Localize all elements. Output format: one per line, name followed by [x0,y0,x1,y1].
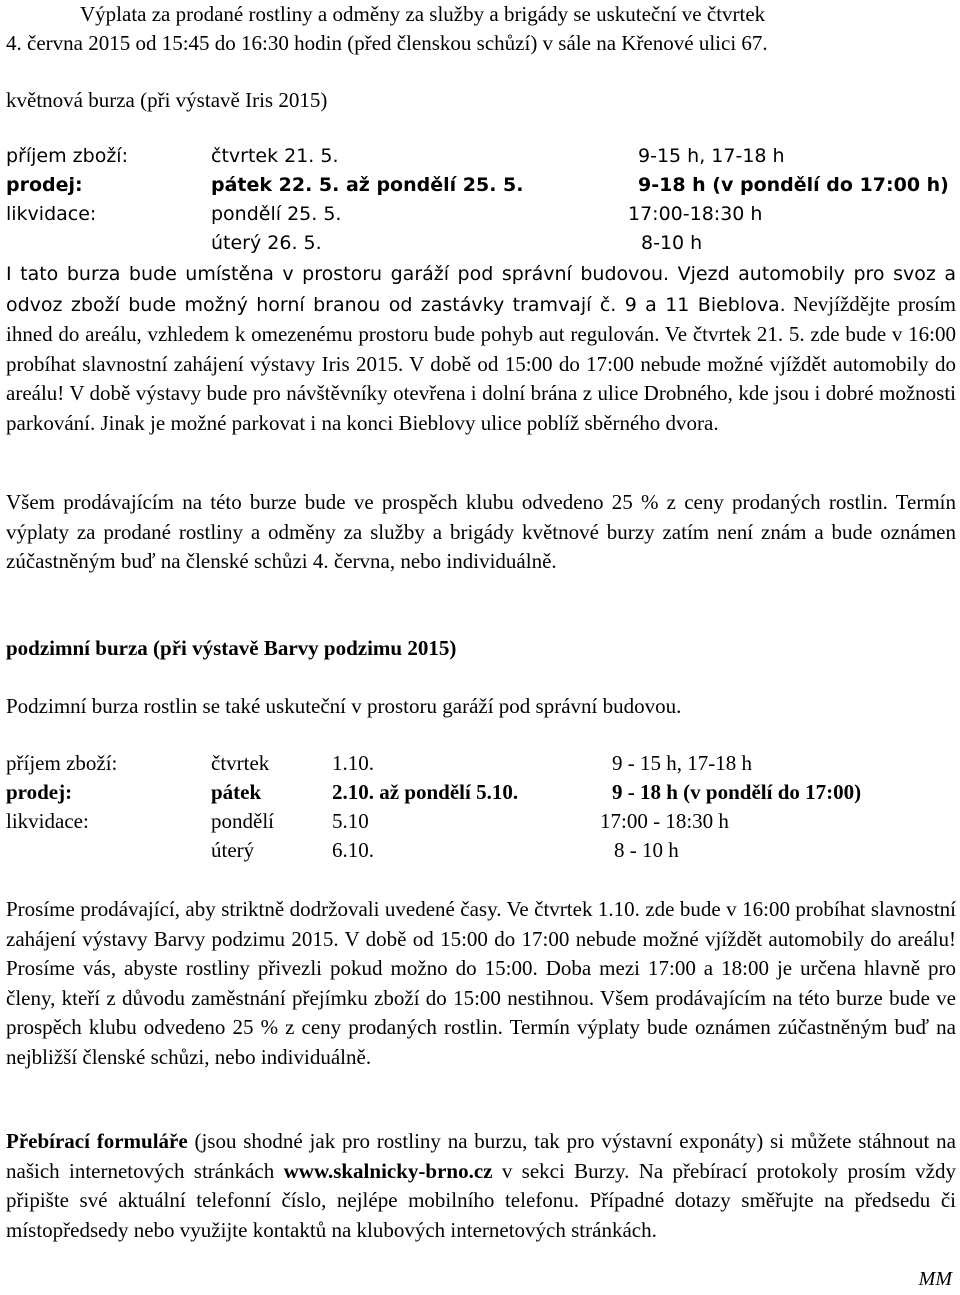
schedule-label: likvidace: [6,809,89,833]
may-fair-schedule [6,145,956,257]
schedule-day: čtvrtek 21. 5. [211,145,339,167]
schedule-day: úterý 26. 5. [211,232,322,254]
schedule-time: 9 - 18 h (v pondělí do 17:00) [612,780,862,804]
schedule-label: prodej: [6,780,73,804]
autumn-fair-intro: Podzimní burza rostlin se také uskuteční v prostoru garáží pod správní budovou. [6,694,682,718]
schedule-label: příjem zboží: [6,751,118,775]
intro-line-2: 4. června 2015 od 15:45 do 16:30 hodin (před členskou schůzí) v sále na Křenové ulici 67. [6,31,768,55]
schedule-time: 9-15 h, 17-18 h [638,145,785,167]
schedule-time: 8 - 10 h [614,838,679,862]
autumn-fair-paragraph: Prosíme prodávající, aby striktně dodržovali uvedené časy. Ve čtvrtek 1.10. zde bude v 16:00 probíhat slavnostní zahájení výstavy Barvy podzimu 2015. V době od 15:00 do 17:00 nebude možné vjíždět automobily do areálu! Prosíme vás, abyste rostliny přivezli pokud možno do 15:00. Doba mezi 17:00 a 18:00 je určena hlavně pro členy, kteří z důvodu zaměstnání přejímku zboží do 15:00 nestihnou. Všem prodávajícím na této burze bude ve prospěch klubu odvedeno 25 % z ceny prodaných rostlin. Termín výplaty bude oznámen zúčastněným buď na nejbližší členské schůzi, nebo individuálně. [6,897,956,1069]
signature: MM [918,1268,952,1290]
schedule-day: čtvrtek [211,751,270,775]
schedule-label: prodej: [6,174,83,196]
forms-lead: Přebírací formuláře [6,1129,188,1153]
schedule-date: 2.10. až pondělí 5.10. [332,780,519,804]
schedule-time: 8-10 h [641,232,703,254]
autumn-fair-schedule [6,751,956,863]
forms-paragraph [6,1127,956,1245]
website-link[interactable]: www.skalnicky-brno.cz [283,1158,493,1183]
may-fair-paragraph-2: Všem prodávajícím na této burze bude ve prospěch klubu odvedeno 25 % z ceny prodaných rostlin. Termín výplaty za prodané rostliny a odměny za služby a brigády květnové burzy zatím není znám a bude oznámen zúčastněným buď na členské schůzi 4. června, nebo individuálně. [6,490,956,573]
schedule-time: 17:00 - 18:30 h [600,809,729,833]
schedule-time: 9-18 h (v pondělí do 17:00 h) [638,174,949,196]
may-fair-paragraph-1b: Nevjíždějte prosím ihned do areálu, vzhledem k omezenému prostoru bude pohyb aut regulován. Ve čtvrtek 21. 5. zde bude v 16:00 probíhat slavnostní zahájení výstavy Iris 2015. V době od 15:00 do 17:00 nebude možné vjíždět automobily do areálu! [6,291,957,405]
schedule-day: pondělí [211,809,274,833]
schedule-date: 6.10. [332,838,374,862]
schedule-day: pátek 22. 5. až pondělí 25. 5. [211,174,524,196]
intro-line-1: Výplata za prodané rostliny a odměny za služby a brigády se uskuteční ve čtvrtek [80,2,766,26]
may-fair-paragraph-1c: V době výstavy bude pro návštěvníky otevřena i dolní brána z ulice Drobného, kde jsou i dobré možnosti parkování. Jinak je možné parkovat i na konci Bieblovy ulice poblíž sběrného dvora. [6,381,956,435]
may-fair-paragraph-1 [6,259,956,438]
schedule-date: 1.10. [332,751,374,775]
may-fair-paragraph-1a: I tato burza bude umístěna v prostoru garáží pod správní budovou. Vjezd automobily pro svoz a odvoz zboží bude možný horní branou od zastávky tramvají č. 9 a 11 Bieblova. [6,263,956,316]
forms-text-2: v sekci Burzy. Na přebírací protokoly prosím vždy připište své aktuální telefonní číslo, nejlépe mobilního telefonu. Případné dotazy směřujte na předsedu či místopředsedy nebo využijte kontaktů na klubových internetových stránkách. [6,1158,956,1242]
schedule-label: likvidace: [6,203,97,225]
schedule-time: 9 - 15 h, 17-18 h [612,751,752,775]
schedule-time: 17:00-18:30 h [628,203,763,225]
autumn-fair-heading: podzimní burza (při výstavě Barvy podzimu 2015) [6,636,457,660]
schedule-day: úterý [211,838,255,862]
schedule-day: pondělí 25. 5. [211,203,342,225]
may-fair-heading: květnová burza (při výstavě Iris 2015) [6,88,328,112]
schedule-label: příjem zboží: [6,145,128,167]
schedule-day: pátek [211,780,262,804]
schedule-date: 5.10 [332,809,369,833]
forms-text-1: (jsou shodné jak pro rostliny na burzu, tak pro výstavní exponáty) si můžete stáhnout na našich internetových stránkách [6,1129,956,1183]
